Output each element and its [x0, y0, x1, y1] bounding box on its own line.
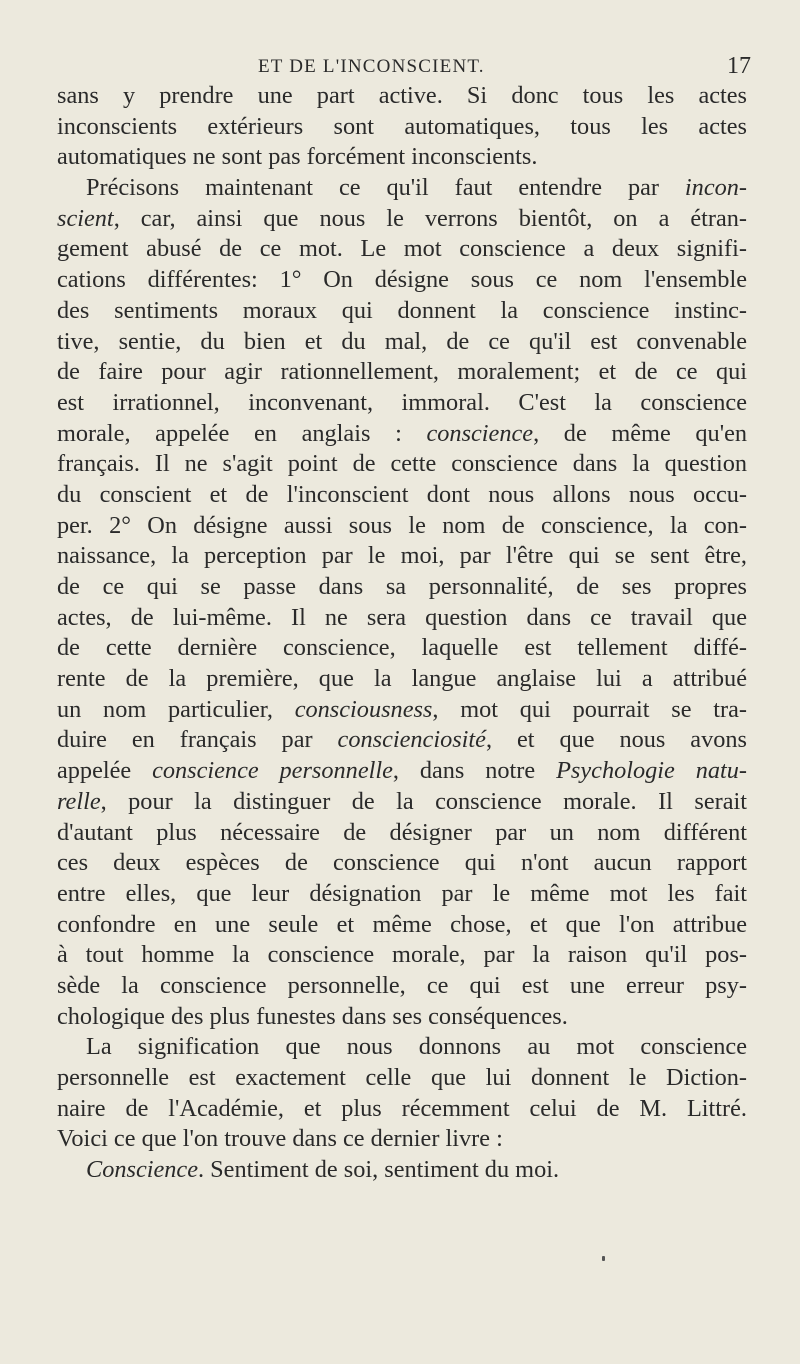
text-line	[57, 449, 747, 480]
text-line	[57, 327, 747, 358]
text-run: d'autant plus nécessaire de désigner par un nom différent	[57, 818, 747, 846]
text-run: du conscient et de l'inconscient dont nous allons nous occu-	[57, 480, 747, 508]
text-line	[57, 511, 747, 542]
text-run: naire de l'Académie, et plus récemment celui de M. Littré.	[57, 1094, 747, 1122]
text-run: est irrationnel, inconvenant, immoral. C'est la conscience	[57, 388, 747, 416]
text-line	[57, 419, 747, 450]
text-run: inconscients extérieurs sont automatiques, tous les actes	[57, 112, 747, 140]
italic-term: conscienciosité	[337, 726, 486, 754]
text-run: , pour la distinguer de la conscience morale. Il serait	[100, 787, 747, 815]
text-line	[57, 633, 747, 664]
text-line	[57, 173, 747, 204]
text-line	[57, 1032, 747, 1063]
text-run: automatiques ne sont pas forcément inconscients.	[57, 143, 538, 171]
text-line	[57, 480, 747, 511]
printer-mark	[602, 1256, 605, 1261]
text-run: sans y prendre une part active. Si donc tous les actes	[57, 82, 747, 109]
running-title: ET DE L'INCONSCIENT.	[258, 56, 485, 77]
text-run: morale, appelée en anglais :	[57, 419, 427, 447]
italic-term: consciousness	[294, 695, 433, 723]
text-run: à tout homme la conscience morale, par la raison qu'il pos-	[57, 941, 747, 969]
text-run: entre elles, que leur désignation par le même mot les fait	[57, 879, 747, 907]
text-run: , car, ainsi que nous le verrons bientôt, on a étran-	[113, 204, 747, 232]
text-line	[57, 725, 747, 756]
text-line	[57, 81, 747, 112]
text-run: chologique des plus funestes dans ses conséquences.	[57, 1002, 568, 1030]
text-run: per. 2° On désigne aussi sous le nom de conscience, la con-	[57, 511, 747, 539]
text-run: sède la conscience personnelle, ce qui est une erreur psy-	[57, 971, 747, 999]
italic-term: Conscience	[86, 1156, 198, 1184]
text-run: naissance, la perception par le moi, par l'être qui se sent être,	[57, 542, 747, 570]
text-run: duire en français par	[57, 726, 338, 754]
text-run: un nom particulier,	[57, 695, 295, 723]
text-run: . Sentiment de soi, sentiment du moi.	[198, 1156, 560, 1184]
text-line	[57, 1155, 747, 1186]
text-line	[57, 664, 747, 695]
text-run: de faire pour agir rationnellement, moralement; et de ce qui	[57, 358, 747, 386]
text-line	[57, 971, 747, 1002]
text-run: personnelle est exactement celle que lui donnent le Diction-	[57, 1064, 747, 1091]
text-line	[57, 296, 747, 327]
text-line	[57, 204, 747, 235]
text-line	[57, 234, 747, 265]
text-run: actes, de lui-même. Il ne sera question dans ce travail que	[57, 603, 747, 631]
text-run: , et que nous avons	[485, 726, 747, 754]
text-line	[57, 910, 747, 941]
text-line	[57, 756, 747, 787]
italic-term: conscience	[426, 419, 534, 447]
text-run: français. Il ne s'agit point de cette conscience dans la question	[57, 450, 747, 478]
italic-term: scient	[57, 204, 114, 232]
text-line	[57, 1063, 747, 1094]
text-line	[57, 848, 747, 879]
text-line	[57, 603, 747, 634]
text-run: Voici ce que l'on trouve dans ce dernier livre :	[57, 1125, 503, 1153]
page-number: 17	[727, 53, 751, 79]
text-line	[57, 357, 747, 388]
text-line	[57, 112, 747, 143]
text-line	[57, 541, 747, 572]
text-run: gement abusé de ce mot. Le mot conscience a deux signifi-	[57, 235, 747, 263]
text-line	[57, 940, 747, 971]
text-run: appelée	[57, 757, 153, 785]
text-run: rente de la première, que la langue anglaise lui a attribué	[57, 665, 747, 693]
italic-term: relle	[57, 787, 101, 815]
italic-term: conscience personnelle	[152, 757, 393, 785]
text-run: Précisons maintenant ce qu'il faut entendre par	[86, 174, 685, 202]
text-line	[57, 572, 747, 603]
text-line	[57, 1002, 747, 1033]
text-line	[57, 787, 747, 818]
text-run: de cette dernière conscience, laquelle est tellement diffé-	[57, 634, 747, 662]
text-line	[57, 1094, 747, 1125]
text-run: La signification que nous donnons au mot conscience	[86, 1033, 747, 1061]
text-run: tive, sentie, du bien et du mal, de ce qu'il est convenable	[57, 327, 747, 355]
italic-term: incon-	[684, 174, 747, 202]
text-run: ces deux espèces de conscience qui n'ont aucun rapport	[57, 849, 747, 877]
text-line	[57, 1124, 747, 1155]
text-run: confondre en une seule et même chose, et que l'on attribue	[57, 910, 747, 938]
text-line	[57, 695, 747, 726]
text-run: , mot qui pourrait se tra-	[432, 695, 747, 723]
italic-term: Psychologie natu-	[556, 757, 747, 785]
text-line	[57, 879, 747, 910]
text-line	[57, 142, 747, 173]
text-run: , dans notre	[392, 757, 557, 785]
body-text	[57, 81, 747, 1186]
text-run: de ce qui se passe dans sa personnalité, de ses propres	[57, 573, 747, 600]
text-line	[57, 388, 747, 419]
text-line	[57, 265, 747, 296]
text-run: cations différentes: 1° On désigne sous ce nom l'ensemble	[57, 266, 747, 294]
text-run: des sentiments moraux qui donnent la conscience instinc-	[57, 296, 747, 324]
text-line	[57, 818, 747, 849]
text-run: , de même qu'en	[533, 419, 747, 447]
